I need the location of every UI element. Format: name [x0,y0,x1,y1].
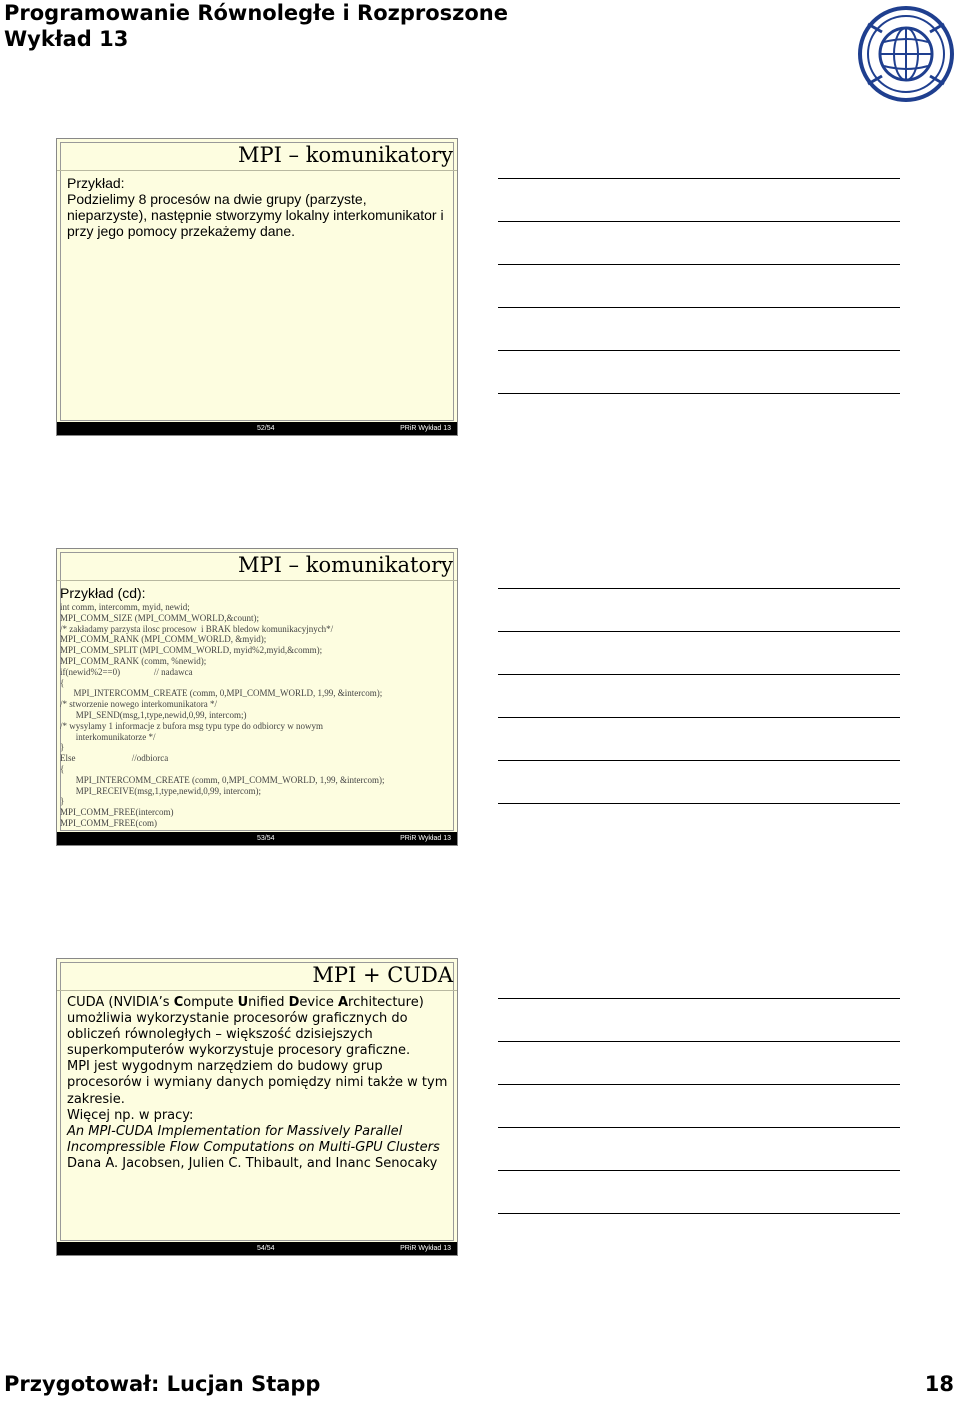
slide-54 [56,958,458,1256]
slide-page-number: 52/54 [257,425,275,432]
slide-footer-label: PRiR Wykład 13 [400,835,451,842]
code-heading: Przykład (cd): [60,585,146,601]
slide-footer-label: PRiR Wykład 13 [400,1245,451,1252]
slide-footer [57,422,457,435]
slide-title: MPI – komunikatory [237,143,453,167]
slide-page-number: 54/54 [257,1245,275,1252]
document-title-line1: Programowanie Równoległe i Rozproszone [4,1,508,25]
page-number: 18 [924,1372,954,1396]
paper-authors: Dana A. Jacobsen, Julien C. Thibault, and Inanc Senocaky [67,1155,438,1171]
title-divider [57,170,457,171]
author-credit: Przygotował: Lucjan Stapp [4,1372,321,1396]
slide-53 [56,548,458,846]
document-title [4,0,508,52]
code-text: int comm, intercomm, myid, newid; MPI_COMM_SIZE (MPI_COMM_WORLD,&count); /* zakładamy parzysta ilosc procesow i BRAK bledow komunikacyjnych*/ MPI_COMM_RANK (MPI_COMM_WORLD, &myid); MPI_COMM_SPLIT (MPI_COMM_WORLD, myid%2,myid,&comm); MPI_COMM_RANK (comm, %newid); if(newid%2==0) // nadawca { MPI_INTERCOMM_CREATE (comm, 0,MPI_COMM_WORLD, 1,99, &intercom); /* stworzenie nowego interkomunikatora */ MPI_SEND(msg,1,type,newid,0,99, intercom;) /* wysylamy 1 informacje z bufora msg typu type do odbiorcy w nowym interkomunikatorze */ } Else //odbiorca { MPI_INTERCOMM_CREATE (comm, 0,MPI_COMM_WORLD, 1,99, &intercom); MPI_RECEIVE(msg,1,type,newid,0,99, intercom); } MPI_COMM_FREE(intercom) MPI_COMM_FREE(com) [60,602,385,828]
slide-footer-label: PRiR Wykład 13 [400,425,451,432]
slide-title: MPI – komunikatory [237,553,453,577]
paragraph-3: Więcej np. w pracy: [67,1107,194,1123]
cuda-definition: CUDA (NVIDIA’s Compute Unified Device Architecture) [67,995,424,1010]
title-divider [57,580,457,581]
slide-title: MPI + CUDA [312,963,453,987]
title-divider [57,990,457,991]
paragraph-2: MPI jest wygodnym narzędziem do budowy grup procesorów i wymiany danych pomiędzy nimi także w tym zakresie. [67,1059,448,1107]
slide-body [67,995,449,1172]
university-globe-logo-icon [856,4,956,104]
paragraph-1: umożliwia wykorzystanie procesorów graficznych do obliczeń równoległych – większość dzisiejszych superkomputerów wykorzystuje procesory graficzne. [67,1011,411,1059]
slide-page-number: 53/54 [257,835,275,842]
slide-footer [57,1242,457,1255]
slide-52 [56,138,458,436]
slide-body: Przykład: Podzielimy 8 procesów na dwie grupy (parzyste, nieparzyste), następnie stworzymy lokalny interkomunikator i przy jego pomocy przekażemy dane. [67,175,444,239]
code-listing [60,585,453,829]
paper-title: An MPI-CUDA Implementation for Massively Parallel Incompressible Flow Computations on Multi-GPU Clusters [67,1123,440,1155]
document-title-line2: Wykład 13 [4,27,129,51]
slide-footer [57,832,457,845]
